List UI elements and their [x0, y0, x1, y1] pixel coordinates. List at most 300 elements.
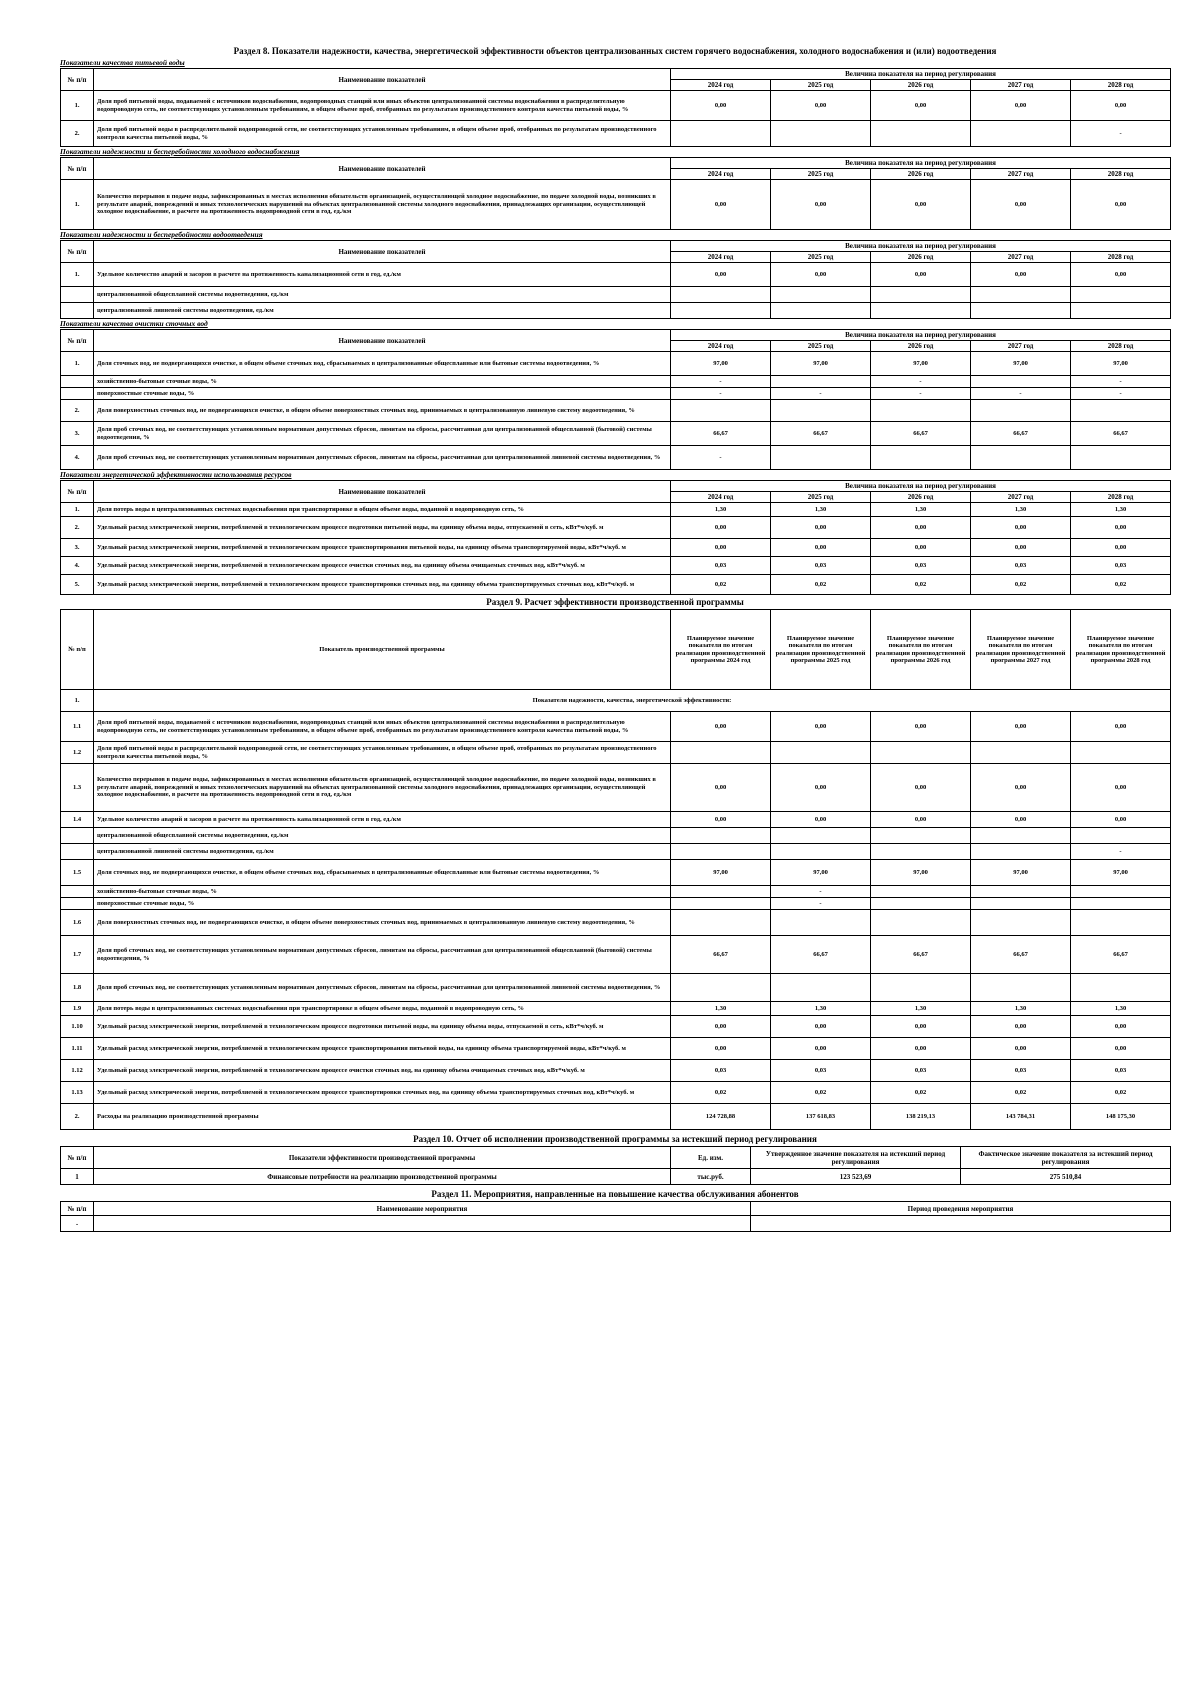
row-label: Удельный расход электрической энергии, потребляемой в технологическом процессе транспортировки сточных вод, на единицу объема транспортируемых сточных вод, кВт*ч/куб. м [94, 1082, 671, 1104]
section9-col-2026: Планируемое значение показателя по итогам реализации производственной программы 2026 год [871, 610, 971, 690]
row-value: 0,02 [871, 575, 971, 595]
row-value [671, 886, 771, 898]
column-header-year: 2028 год [1071, 492, 1171, 503]
section8-table [60, 68, 1171, 147]
row-number: 3. [61, 422, 94, 446]
table-row [61, 828, 1171, 844]
section10-col-approved: Утвержденное значение показателя на истекший период регулирования [751, 1147, 961, 1169]
row-value: 0,03 [671, 1060, 771, 1082]
row-value: 0,00 [671, 539, 771, 557]
row-number: 1.5 [61, 860, 94, 886]
table-row [61, 886, 1171, 898]
table-row [61, 1002, 1171, 1016]
row-value [871, 910, 971, 936]
column-header-year: 2025 год [771, 341, 871, 352]
row-value: 0,00 [771, 517, 871, 539]
row-number: 1.2 [61, 742, 94, 764]
column-header-year: 2027 год [971, 80, 1071, 91]
row-number: 1. [61, 180, 94, 230]
table-row [61, 376, 1171, 388]
row-value [671, 400, 771, 422]
section8-table [60, 240, 1171, 319]
table-row [61, 1082, 1171, 1104]
row-number: 2. [61, 1104, 94, 1130]
row-number: 1. [61, 503, 94, 517]
section8-table [60, 480, 1171, 595]
row-number [61, 886, 94, 898]
row-value [871, 742, 971, 764]
row-value [871, 844, 971, 860]
column-header-year: 2024 год [671, 80, 771, 91]
section10-row [61, 1169, 1171, 1185]
table-row [61, 742, 1171, 764]
row-value [871, 400, 971, 422]
row-unit: тыс.руб. [671, 1169, 751, 1185]
row-value: 124 728,88 [671, 1104, 771, 1130]
row-value: 0,02 [871, 1082, 971, 1104]
row-value [1071, 742, 1171, 764]
row-value: 0,00 [771, 1038, 871, 1060]
row-value: 0,00 [771, 1016, 871, 1038]
row-value: 97,00 [971, 352, 1071, 376]
column-header-year: 2028 год [1071, 252, 1171, 263]
row-value: 1,30 [971, 1002, 1071, 1016]
row-value: - [671, 376, 771, 388]
column-header-year: 2026 год [871, 341, 971, 352]
row-label: Количество перерывов в подаче воды, зафиксированных в местах исполнения обязательств организацией, осуществляющей холодное водоснабжение, по подаче холодной воды, возникших в результате аварий, повреждений и иных технологических нарушений на объектах централизованной системы холодного водоснабжения, принадлежащих организации, осуществляющей холодное водоснабжение, в расчете на протяженность водопроводной сети в год, ед./км [94, 180, 671, 230]
section8-title: Раздел 8. Показатели надежности, качества, энергетической эффективности объектов централизованных систем горячего водоснабжения, холодного водоснабжения и (или) водоотведения [233, 46, 997, 56]
row-value [771, 742, 871, 764]
row-value: 137 618,83 [771, 1104, 871, 1130]
row-number: 1.4 [61, 812, 94, 828]
group-subtitle: Показатели качества очистки сточных вод [60, 319, 208, 328]
row-number [61, 303, 94, 319]
section11-col-no: № п/п [61, 1202, 94, 1216]
row-number: 1.13 [61, 1082, 94, 1104]
row-value: 0,00 [771, 180, 871, 230]
row-value: 148 175,30 [1071, 1104, 1171, 1130]
section9-col-2025: Планируемое значение показателя по итогам реализации производственной программы 2025 год [771, 610, 871, 690]
row-value [1071, 400, 1171, 422]
section10-col-unit: Ед. изм. [671, 1147, 751, 1169]
row-label: централизованной ливневой системы водоотведения, ед./км [94, 303, 671, 319]
row-value [971, 303, 1071, 319]
column-header-value: Величина показателя на период регулирования [671, 158, 1171, 169]
row-value [971, 974, 1071, 1002]
row-value [1071, 974, 1171, 1002]
row-value: 0,00 [1071, 812, 1171, 828]
row-label: Доля сточных вод, не подвергающихся очистке, в общем объеме сточных вод, сбрасываемых в централизованные общесплавные или бытовые системы водоотведения, % [94, 352, 671, 376]
row-number: 1 [61, 1169, 94, 1185]
row-label: Удельный расход электрической энергии, потребляемой в технологическом процессе подготовки питьевой воды, на единицу объема воды, отпускаемой в сеть, кВт*ч/куб. м [94, 1016, 671, 1038]
group-subtitle: Показатели надежности и бесперебойности водоотведения [60, 230, 263, 239]
row-value: - [671, 446, 771, 470]
row-value: 0,02 [771, 1082, 871, 1104]
row-number: 1.6 [61, 910, 94, 936]
row-value [971, 898, 1071, 910]
table-row [61, 974, 1171, 1002]
row-value [1071, 446, 1171, 470]
row-label: Расходы на реализацию производственной программы [94, 1104, 671, 1130]
row-value: 0,00 [671, 180, 771, 230]
row-value: 1,30 [671, 503, 771, 517]
section9-col-2024: Планируемое значение показателя по итогам реализации производственной программы 2024 год [671, 610, 771, 690]
row-number [61, 287, 94, 303]
row-value: - [971, 388, 1071, 400]
row-label: Доля потерь воды в централизованных системах водоснабжения при транспортировке в общем объеме воды, поданной в водопроводную сеть, % [94, 1002, 671, 1016]
row-value: 0,02 [1071, 575, 1171, 595]
row-label: Доля проб питьевой воды, подаваемой с источников водоснабжения, водопроводных станций или иных объектов централизованной системы водоснабжения в распределительную водопроводную сеть, не соответствующих установленным требованиям, в общем объеме проб, отобранных по результатам производственного контроля качества питьевой воды, % [94, 712, 671, 742]
section9-col-name: Показатель производственной программы [94, 610, 671, 690]
row-value: 0,00 [871, 1016, 971, 1038]
row-value: 0,00 [971, 1016, 1071, 1038]
row-value: 0,02 [771, 575, 871, 595]
row-value [1071, 898, 1171, 910]
row-value: 0,03 [671, 557, 771, 575]
row-label: Удельный расход электрической энергии, потребляемой в технологическом процессе транспортировки сточных вод, на единицу объема транспортируемых сточных вод, кВт*ч/куб. м [94, 575, 671, 595]
row-value [871, 446, 971, 470]
row-label: Показатели надежности, качества, энергетической эффективности: [94, 690, 1171, 712]
column-header-year: 2027 год [971, 492, 1071, 503]
row-value: 0,02 [971, 1082, 1071, 1104]
column-header-year: 2025 год [771, 492, 871, 503]
row-value [971, 376, 1071, 388]
column-header-name: Наименование показателей [94, 481, 671, 503]
row-value: 66,67 [871, 422, 971, 446]
row-value: 0,02 [671, 575, 771, 595]
row-value: 0,00 [971, 180, 1071, 230]
row-value [971, 446, 1071, 470]
table-row [61, 422, 1171, 446]
row-value [671, 844, 771, 860]
row-number: 3. [61, 539, 94, 557]
row-value: 0,00 [971, 517, 1071, 539]
column-header-name: Наименование показателей [94, 330, 671, 352]
section11-title: Раздел 11. Мероприятия, направленные на повышение качества обслуживания абонентов [431, 1189, 799, 1199]
row-value: 0,00 [1071, 539, 1171, 557]
row-value: 66,67 [971, 936, 1071, 974]
row-value [1071, 303, 1171, 319]
row-value: 1,30 [971, 503, 1071, 517]
row-value: 1,30 [871, 1002, 971, 1016]
row-value: 97,00 [1071, 352, 1171, 376]
column-header-no: № п/п [61, 330, 94, 352]
row-value: 0,00 [871, 712, 971, 742]
row-number: 1. [61, 352, 94, 376]
row-value: 0,00 [971, 712, 1071, 742]
table-row [61, 1016, 1171, 1038]
row-value: 0,00 [971, 1038, 1071, 1060]
row-value: 0,00 [1071, 1038, 1171, 1060]
row-label: Удельный расход электрической энергии, потребляемой в технологическом процессе очистки сточных вод, на единицу объема очищаемых сточных вод, кВт*ч/куб. м [94, 557, 671, 575]
column-header-no: № п/п [61, 158, 94, 180]
row-value [971, 287, 1071, 303]
row-label: централизованной ливневой системы водоотведения, ед./км [94, 844, 671, 860]
row-number: 1. [61, 91, 94, 121]
row-number: 1.8 [61, 974, 94, 1002]
table-row [61, 388, 1171, 400]
row-value: 0,00 [871, 263, 971, 287]
row-value: 97,00 [1071, 860, 1171, 886]
section10-title: Раздел 10. Отчет об исполнении производственной программы за истекший период регулирования [413, 1134, 817, 1144]
group-subtitle: Показатели надежности и бесперебойности холодного водоснабжения [60, 147, 300, 156]
row-value: 97,00 [971, 860, 1071, 886]
section9-table [60, 609, 1171, 1130]
row-value [671, 287, 771, 303]
row-value [771, 446, 871, 470]
column-header-value: Величина показателя на период регулирования [671, 330, 1171, 341]
row-value [871, 886, 971, 898]
row-value: 0,00 [771, 812, 871, 828]
row-value [971, 910, 1071, 936]
row-value: 0,03 [971, 557, 1071, 575]
row-label: Удельное количество аварий и засоров в расчете на протяженность канализационной сети в год, ед./км [94, 263, 671, 287]
row-label: Доля потерь воды в централизованных системах водоснабжения при транспортировке в общем объеме воды, поданной в водопроводную сеть, % [94, 503, 671, 517]
table-row [61, 812, 1171, 828]
row-value: 0,00 [871, 91, 971, 121]
row-value [771, 828, 871, 844]
row-value [771, 844, 871, 860]
table-row [61, 180, 1171, 230]
row-number: 1. [61, 690, 94, 712]
section10-col-no: № п/п [61, 1147, 94, 1169]
column-header-year: 2028 год [1071, 80, 1171, 91]
table-row [61, 764, 1171, 812]
document [60, 44, 1170, 1232]
row-label: Доля проб сточных вод, не соответствующих установленным нормативам допустимых сбросов, лимитам на сбросы, рассчитанная для централизованной ливневой системы водоотведения, % [94, 446, 671, 470]
row-value [971, 828, 1071, 844]
row-number: - [61, 1216, 94, 1232]
table-row [61, 1038, 1171, 1060]
total-row [61, 1104, 1171, 1130]
row-value: 97,00 [871, 352, 971, 376]
row-value: 0,00 [1071, 1016, 1171, 1038]
row-value: - [1071, 844, 1171, 860]
row-value: - [771, 886, 871, 898]
section8-table [60, 329, 1171, 470]
row-value: 0,00 [971, 539, 1071, 557]
row-value: 0,00 [671, 1016, 771, 1038]
row-value: 0,03 [771, 1060, 871, 1082]
column-header-year: 2026 год [871, 169, 971, 180]
column-header-value: Величина показателя на период регулирования [671, 69, 1171, 80]
row-value [971, 742, 1071, 764]
column-header-no: № п/п [61, 481, 94, 503]
row-value: 0,00 [871, 539, 971, 557]
row-value: 0,00 [1071, 263, 1171, 287]
row-value: 0,00 [771, 539, 871, 557]
row-label: Количество перерывов в подаче воды, зафиксированных в местах исполнения обязательств организацией, осуществляющей холодное водоснабжение, по подаче холодной воды, возникших в результате аварий, повреждений и иных технологических нарушений на объектах централизованной системы холодного водоснабжения, принадлежащих организации, осуществляющей холодное водоснабжение, в расчете на протяженность водопроводной сети в год, ед./км [94, 764, 671, 812]
row-label: хозяйственно-бытовые сточные воды, % [94, 886, 671, 898]
section11-col-period: Период проведения мероприятия [751, 1202, 1171, 1216]
row-value: 1,30 [771, 503, 871, 517]
row-value: 0,03 [771, 557, 871, 575]
row-value: 0,00 [971, 91, 1071, 121]
row-number [61, 898, 94, 910]
row-value: - [771, 898, 871, 910]
section10-col-name: Показатели эффективности производственной программы [94, 1147, 671, 1169]
column-header-year: 2028 год [1071, 169, 1171, 180]
row-value: 0,02 [671, 1082, 771, 1104]
row-number: 1.1 [61, 712, 94, 742]
column-header-year: 2027 год [971, 341, 1071, 352]
row-value: 0,00 [1071, 180, 1171, 230]
row-label: Доля проб питьевой воды, подаваемой с источников водоснабжения, водопроводных станций или иных объектов централизованной системы водоснабжения в распределительную водопроводную сеть, не соответствующих установленным требованиям, в общем объеме проб, отобранных по результатам производственного контроля качества питьевой воды, % [94, 91, 671, 121]
row-value: - [771, 388, 871, 400]
row-label: Удельное количество аварий и засоров в расчете на протяженность канализационной сети в год, ед./км [94, 812, 671, 828]
row-value: 66,67 [971, 422, 1071, 446]
row-value: 0,03 [871, 1060, 971, 1082]
row-value: 97,00 [671, 860, 771, 886]
row-value [871, 287, 971, 303]
row-value: 66,67 [671, 422, 771, 446]
row-value: 0,03 [1071, 557, 1171, 575]
row-value: 66,67 [871, 936, 971, 974]
column-header-year: 2026 год [871, 492, 971, 503]
row-label: централизованной общесплавной системы водоотведения, ед./км [94, 287, 671, 303]
row-value [771, 121, 871, 147]
row-value [671, 828, 771, 844]
row-number [61, 376, 94, 388]
row-value: 143 784,31 [971, 1104, 1071, 1130]
row-number: 4. [61, 557, 94, 575]
row-label: Удельный расход электрической энергии, потребляемой в технологическом процессе подготовки питьевой воды, на единицу объема воды, отпускаемой в сеть, кВт*ч/куб. м [94, 517, 671, 539]
row-number: 2. [61, 121, 94, 147]
row-value: 0,00 [671, 263, 771, 287]
section9-col-2027: Планируемое значение показателя по итогам реализации производственной программы 2027 год [971, 610, 1071, 690]
row-value [671, 121, 771, 147]
column-header-name: Наименование показателей [94, 69, 671, 91]
row-label: Доля поверхностных сточных вод, не подвергающихся очистке, в общем объеме поверхностных сточных вод, принимаемых в централизованную ливневую систему водоотведения, % [94, 910, 671, 936]
section9-title: Раздел 9. Расчет эффективности производственной программы [486, 597, 744, 607]
row-value: 66,67 [771, 936, 871, 974]
row-value: 0,00 [871, 764, 971, 812]
section8-groups [60, 58, 1170, 595]
row-value: 0,00 [971, 764, 1071, 812]
row-value [871, 303, 971, 319]
row-value [871, 898, 971, 910]
row-label: поверхностные сточные воды, % [94, 388, 671, 400]
row-number [61, 844, 94, 860]
section11-row [61, 1216, 1171, 1232]
row-label: поверхностные сточные воды, % [94, 898, 671, 910]
row-period [751, 1216, 1171, 1232]
column-header-name: Наименование показателей [94, 241, 671, 263]
row-label: хозяйственно-бытовые сточные воды, % [94, 376, 671, 388]
row-value: 97,00 [671, 352, 771, 376]
row-actual-value: 275 510,84 [961, 1169, 1171, 1185]
row-value: 66,67 [1071, 936, 1171, 974]
row-label: Финансовые потребности на реализацию производственной программы [94, 1169, 671, 1185]
row-value [671, 303, 771, 319]
row-value [1071, 910, 1171, 936]
table-row [61, 898, 1171, 910]
row-number [61, 388, 94, 400]
row-value: 0,03 [871, 557, 971, 575]
table-row [61, 517, 1171, 539]
row-value: 0,02 [971, 575, 1071, 595]
section9-col-no: № п/п [61, 610, 94, 690]
row-number: 1.11 [61, 1038, 94, 1060]
row-label [94, 1216, 751, 1232]
column-header-year: 2027 год [971, 169, 1071, 180]
row-value: - [871, 388, 971, 400]
table-row [61, 539, 1171, 557]
row-number: 4. [61, 446, 94, 470]
column-header-year: 2027 год [971, 252, 1071, 263]
column-header-year: 2026 год [871, 80, 971, 91]
row-value: - [671, 388, 771, 400]
row-value: 0,02 [1071, 1082, 1171, 1104]
row-label: централизованной общесплавной системы водоотведения, ед./км [94, 828, 671, 844]
table-row [61, 557, 1171, 575]
row-value: 0,03 [971, 1060, 1071, 1082]
row-value [871, 121, 971, 147]
row-value [971, 844, 1071, 860]
table-row [61, 575, 1171, 595]
row-value [771, 974, 871, 1002]
row-number [61, 828, 94, 844]
table-row [61, 91, 1171, 121]
row-value [671, 742, 771, 764]
section9-body [61, 690, 1171, 1130]
row-value: 1,30 [1071, 1002, 1171, 1016]
row-label: Доля проб сточных вод, не соответствующих установленным нормативам допустимых сбросов, лимитам на сбросы, рассчитанная для централизованной ливневой системы водоотведения, % [94, 974, 671, 1002]
row-value: 0,00 [971, 812, 1071, 828]
row-label: Удельный расход электрической энергии, потребляемой в технологическом процессе транспортирования питьевой воды, на единицу объема транспортируемой воды, кВт*ч/куб. м [94, 1038, 671, 1060]
table-row [61, 287, 1171, 303]
row-value: 0,00 [671, 712, 771, 742]
column-header-no: № п/п [61, 241, 94, 263]
row-value: - [1071, 121, 1171, 147]
row-value: 0,00 [971, 263, 1071, 287]
row-label: Доля проб сточных вод, не соответствующих установленным нормативам допустимых сбросов, лимитам на сбросы, рассчитанная для централизованной общесплавной (бытовой) системы водоотведения, % [94, 422, 671, 446]
row-value: 1,30 [1071, 503, 1171, 517]
row-number: 1.10 [61, 1016, 94, 1038]
row-value [871, 828, 971, 844]
section11-table [60, 1201, 1171, 1232]
row-value [671, 910, 771, 936]
row-value [771, 303, 871, 319]
table-row [61, 446, 1171, 470]
row-value [771, 376, 871, 388]
table-row [61, 121, 1171, 147]
row-value: 0,00 [771, 91, 871, 121]
table-row [61, 352, 1171, 376]
row-label: Удельный расход электрической энергии, потребляемой в технологическом процессе транспортирования питьевой воды, на единицу объема транспортируемой воды, кВт*ч/куб. м [94, 539, 671, 557]
row-value: 138 219,13 [871, 1104, 971, 1130]
row-value: 0,00 [771, 712, 871, 742]
column-header-year: 2028 год [1071, 341, 1171, 352]
table-row [61, 263, 1171, 287]
table-row [61, 503, 1171, 517]
column-header-value: Величина показателя на период регулирования [671, 241, 1171, 252]
table-row [61, 712, 1171, 742]
row-number: 1.12 [61, 1060, 94, 1082]
row-value: 0,00 [671, 91, 771, 121]
row-number: 1.7 [61, 936, 94, 974]
row-value: 0,00 [871, 812, 971, 828]
row-number: 2. [61, 517, 94, 539]
row-value: 0,00 [1071, 517, 1171, 539]
section9-col-2028: Планируемое значение показателя по итогам реализации производственной программы 2028 год [1071, 610, 1171, 690]
row-value: - [1071, 376, 1171, 388]
row-value: 97,00 [771, 352, 871, 376]
section10-table [60, 1146, 1171, 1185]
section9-group-row [61, 690, 1171, 712]
row-value [1071, 886, 1171, 898]
row-value: 1,30 [671, 1002, 771, 1016]
